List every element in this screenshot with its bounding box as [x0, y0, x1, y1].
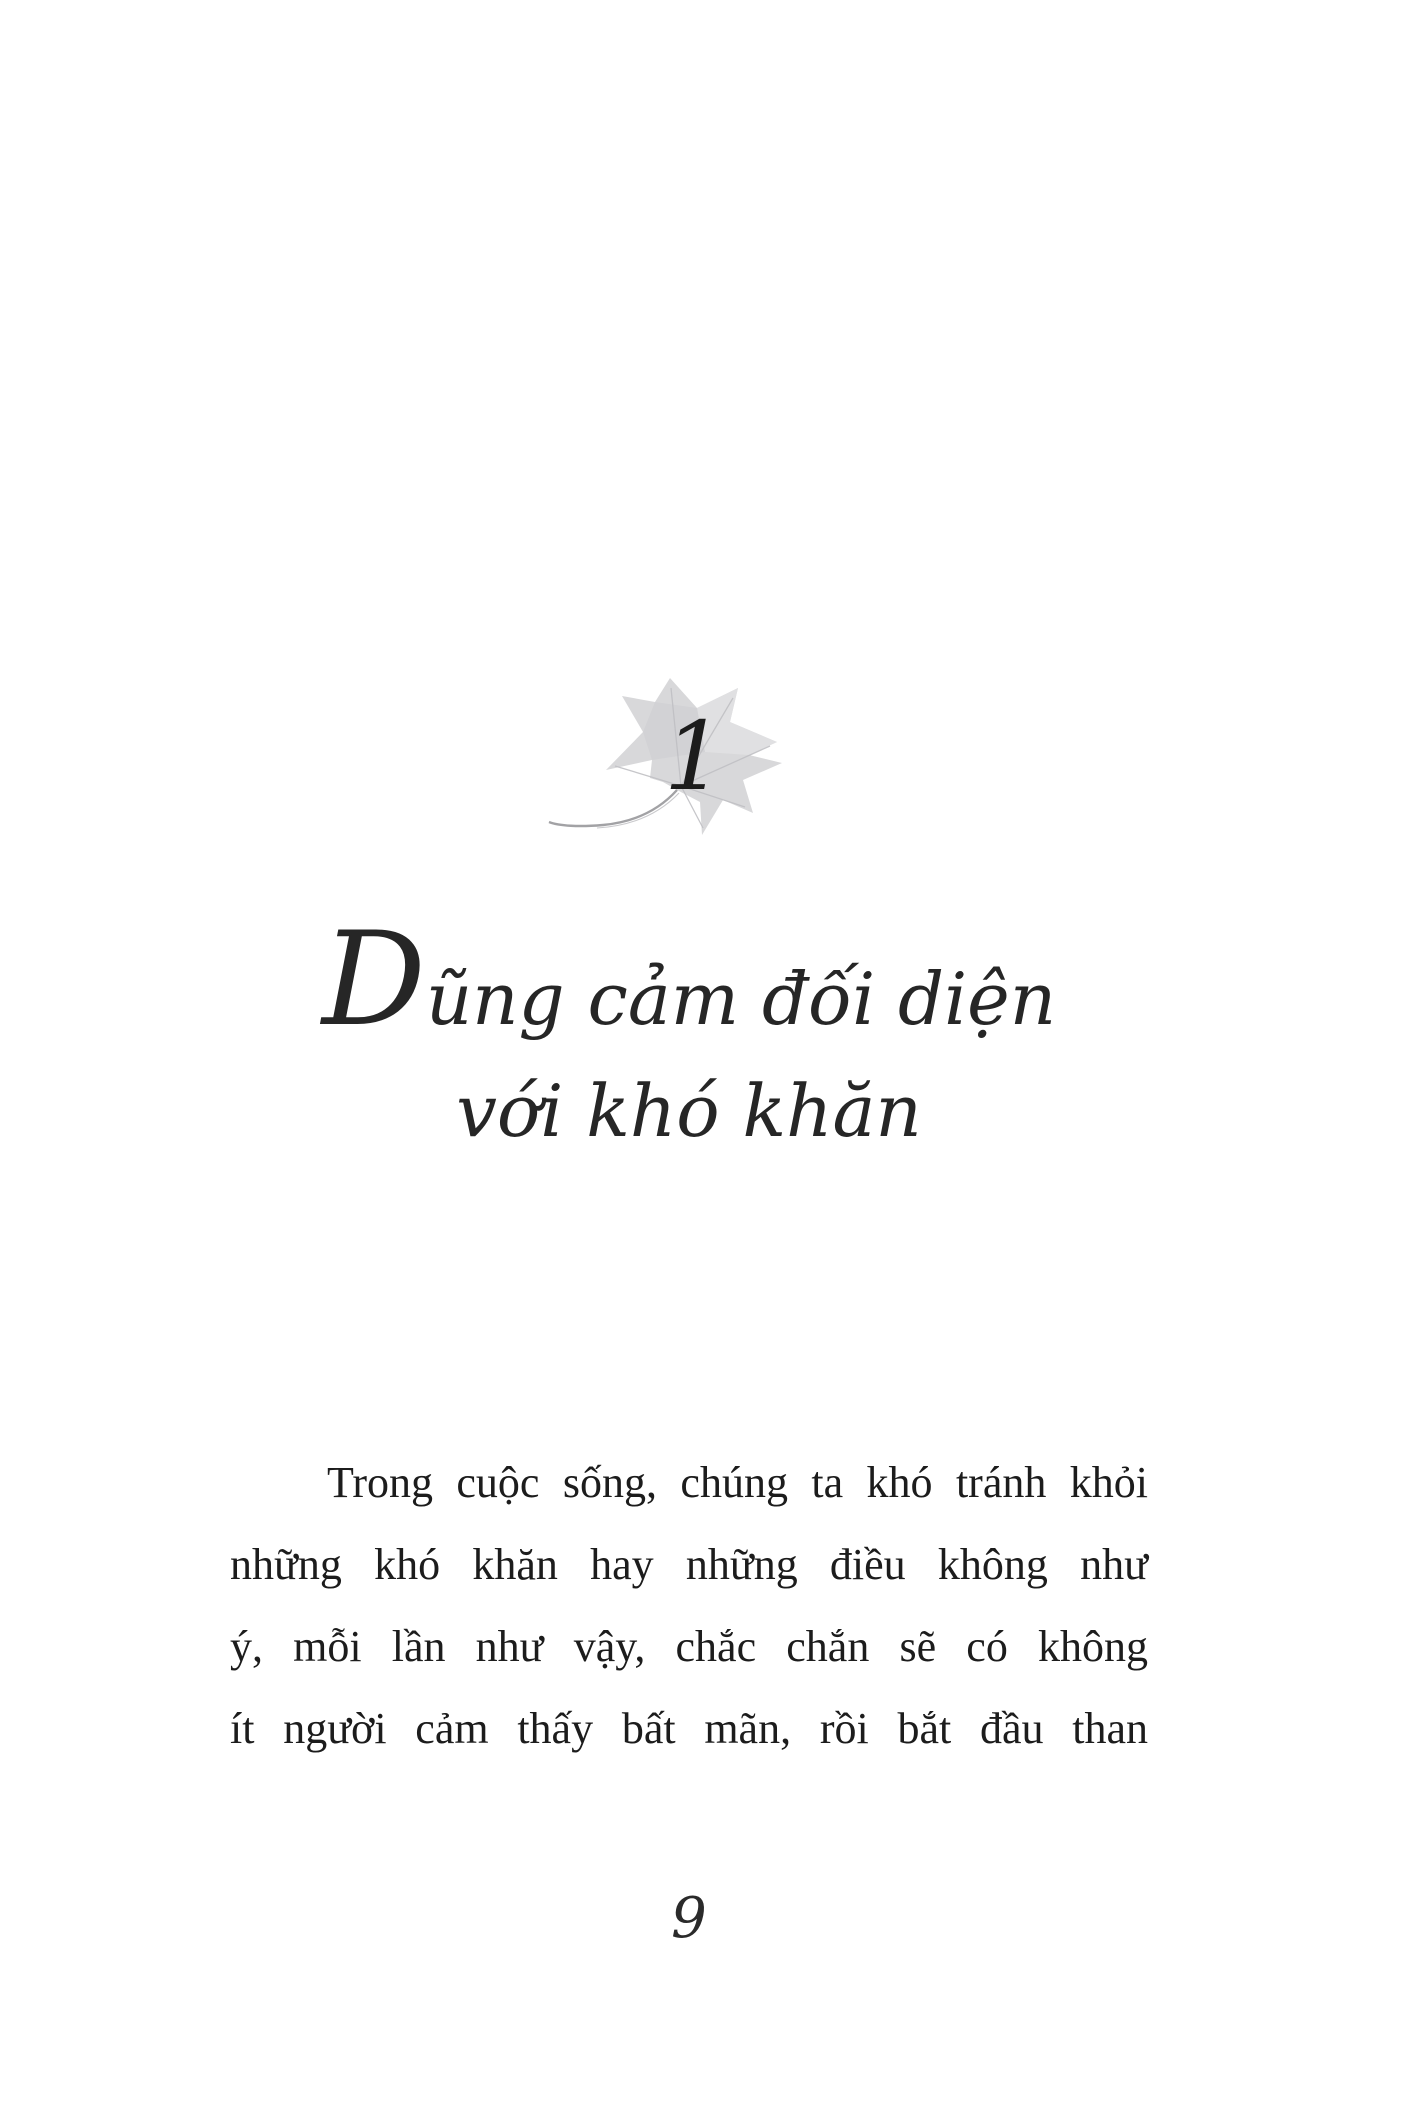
page-number: 9 [671, 1886, 707, 1951]
chapter-title-line-1: Dũng cảm đối diện [321, 904, 1057, 1055]
chapter-title [230, 904, 1148, 1167]
paragraph-line: Trong cuộc sống, chúng ta khó tránh khỏi [327, 1458, 1148, 1507]
paragraph-line: ít người cảm thấy bất mãn, rồi bắt đầu than [230, 1704, 1148, 1753]
paragraph [230, 1442, 1148, 1770]
paragraph-line: ý, mỗi lần như vậy, chắc chắn sẽ có không [230, 1622, 1148, 1671]
paragraph-line: những khó khăn hay những điều không như [230, 1540, 1148, 1589]
chapter-title-line-2: với khó khăn [456, 1069, 922, 1153]
chapter-number: 1 [664, 702, 725, 812]
